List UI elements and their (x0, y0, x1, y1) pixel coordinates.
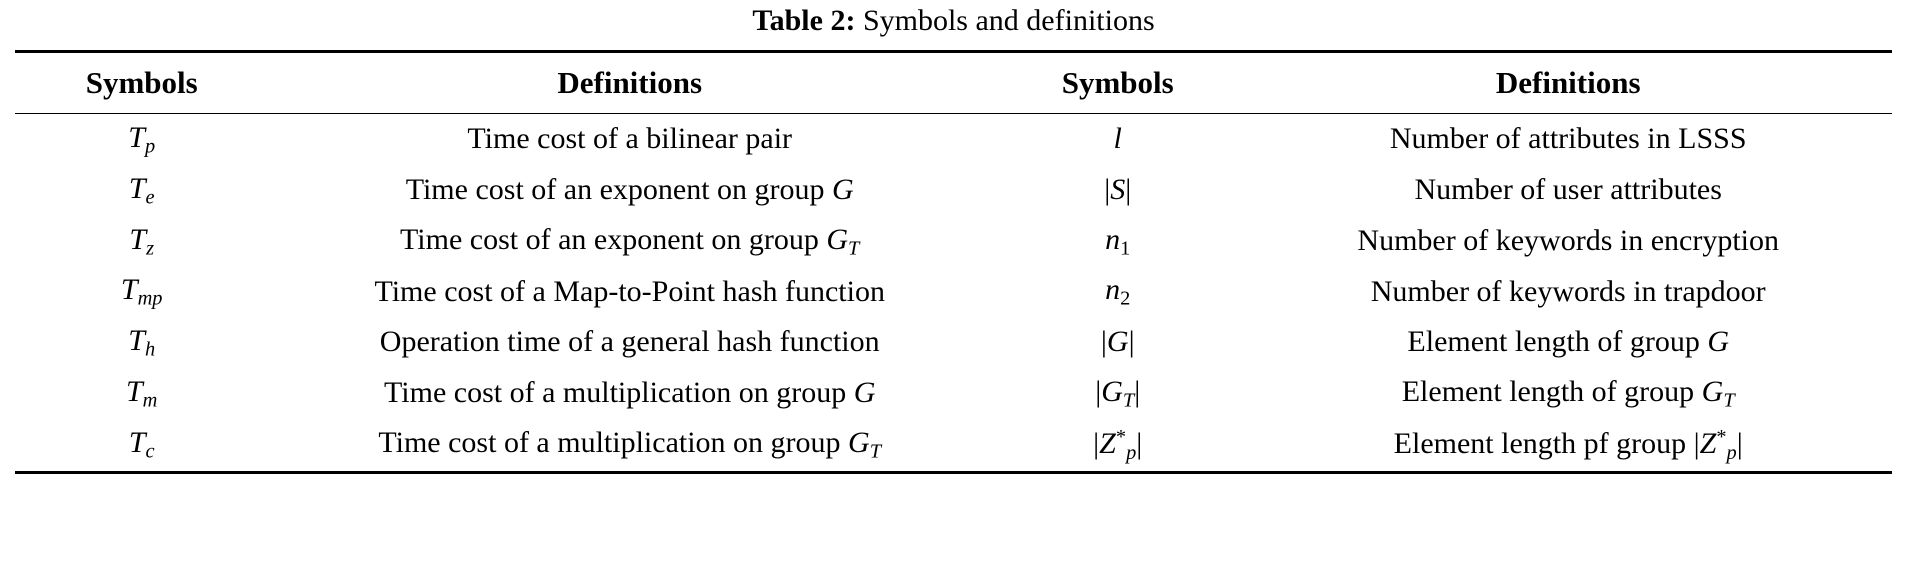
cell-symbol-1: $T_z$ (129, 222, 154, 260)
cell-symbol-1: $T_{mp}$ (120, 273, 163, 311)
cell-symbol-2: l (991, 114, 1244, 165)
caption-label: Table 2: (752, 4, 856, 37)
cell-definition-1: Time cost of an exponent on group G (405, 173, 854, 207)
table-header-row (15, 52, 1892, 114)
table-row (15, 114, 1892, 165)
column-header-definitions-1: Definitions (268, 52, 991, 114)
cell-definition-1: Time cost of a Map-to-Point hash function (374, 274, 885, 308)
cell-definition-2: Number of user attributes (1414, 173, 1722, 207)
column-header-symbols-1: Symbols (15, 52, 268, 114)
cell-definition-2: Element length of group $G_T$ (1401, 375, 1735, 412)
cell-definition-2: Number of keywords in trapdoor (1370, 274, 1766, 308)
cell-symbol-1: $T_c$ (15, 419, 268, 473)
cell-definition-1: Time cost of an exponent on group $G_T$ (400, 222, 860, 260)
table-row (15, 317, 1892, 368)
table-row (15, 368, 1892, 419)
cell-symbol-2: $n_2$ (1105, 273, 1131, 311)
cell-symbol-2: $|Z^*_p|$ (991, 419, 1244, 473)
cell-symbol-2: $n_1$ (1105, 222, 1131, 260)
table-row (15, 419, 1892, 473)
column-header-definitions-2: Definitions (1244, 52, 1892, 114)
cell-definition-1: Time cost of a multiplication on group $G_T$ (268, 419, 991, 473)
column-header-symbols-2: Symbols (991, 52, 1244, 114)
cell-definition-1: Operation time of a general hash function (379, 325, 880, 359)
table-row (15, 266, 1892, 317)
cell-definition-1: Time cost of a bilinear pair (268, 114, 991, 165)
table-row (15, 165, 1892, 216)
symbols-definitions-table (15, 50, 1892, 474)
cell-symbol-2: |G| (1100, 325, 1135, 359)
cell-symbol-1: $T_e$ (128, 171, 155, 209)
cell-symbol-1: $T_h$ (128, 324, 156, 361)
table-caption (0, 0, 1907, 50)
table-row (15, 216, 1892, 267)
cell-definition-2: Element length of group G (1407, 325, 1730, 359)
cell-definition-2: Element length pf group $|Z^*_p|$ (1244, 419, 1892, 473)
cell-symbol-2: $|G_T|$ (1095, 375, 1141, 412)
cell-definition-2: Number of attributes in LSSS (1244, 114, 1892, 165)
cell-symbol-1: $T_m$ (125, 375, 158, 412)
caption-text: Symbols and definitions (862, 4, 1155, 37)
cell-symbol-1: $T_p$ (15, 114, 268, 165)
cell-definition-1: Time cost of a multiplication on group G (384, 376, 876, 410)
cell-definition-2: Number of keywords in encryption (1357, 223, 1779, 257)
cell-symbol-2: |S| (1104, 173, 1132, 207)
